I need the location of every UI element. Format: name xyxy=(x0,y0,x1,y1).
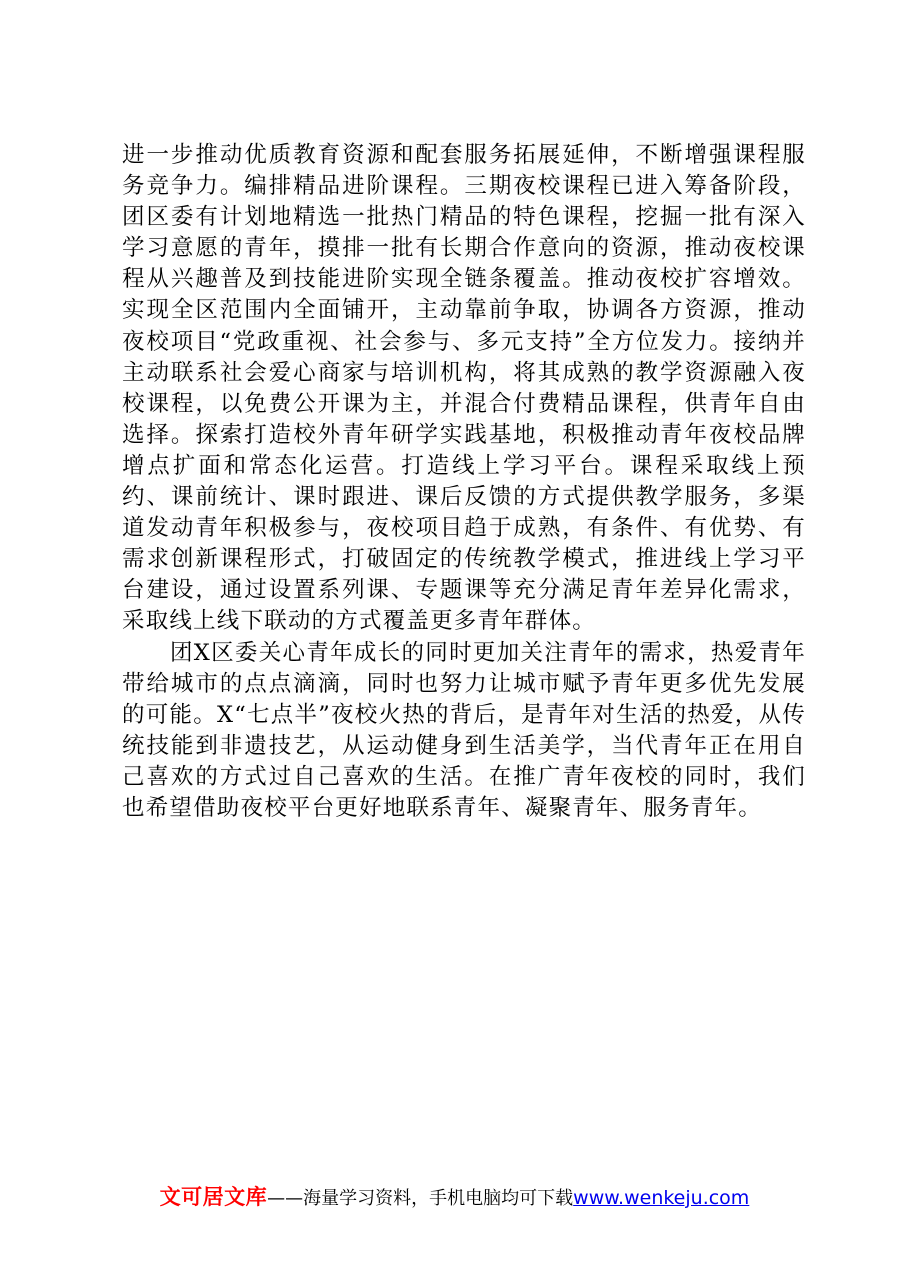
footer-site-link[interactable]: www.wenkeju.com xyxy=(573,1187,750,1209)
document-body xyxy=(122,140,806,824)
footer-brand: 文可居文库 xyxy=(159,1185,268,1209)
footer-banner xyxy=(0,1181,909,1211)
paragraph-2: 团X区委关心青年成长的同时更加关注青年的需求，热爱青年带给城市的点点滴滴，同时也努力让城市赋予青年更多优先发展的可能。X“七点半”夜校火热的背后，是青年对生活的热爱，从传统技能到非遗技艺，从运动健身到生活美学，当代青年正在用自己喜欢的方式过自己喜欢的生活。在推广青年夜校的同时，我们也希望借助夜校平台更好地联系青年、凝聚青年、服务青年。 xyxy=(122,639,806,821)
footer-tagline: ——海量学习资料，手机电脑均可下载 xyxy=(267,1188,574,1209)
paragraph-1: 进一步推动优质教育资源和配套服务拓展延伸，不断增强课程服务竞争力。编排精品进阶课程。三期夜校课程已进入筹备阶段，团区委有计划地精选一批热门精品的特色课程，挖掘一批有深入学习意愿的青年，摸排一批有长期合作意向的资源，推动夜校课程从兴趣普及到技能进阶实现全链条覆盖。推动夜校扩容增效。实现全区范围内全面铺开，主动靠前争取，协调各方资源，推动夜校项目“党政重视、社会参与、多元支持”全方位发力。接纳并主动联系社会爱心商家与培训机构，将其成熟的教学资源融入夜校课程，以免费公开课为主，并混合付费精品课程，供青年自由选择。探索打造校外青年研学实践基地，积极推动青年夜校品牌增点扩面和常态化运营。打造线上学习平台。课程采取线上预约、课前统计、课时跟进、课后反馈的方式提供教学服务，多渠道发动青年积极参与，夜校项目趋于成熟，有条件、有优势、有需求创新课程形式，打破固定的传统教学模式，推进线上学习平台建设，通过设置系列课、专题课等充分满足青年差异化需求，采取线上线下联动的方式覆盖更多青年群体。 xyxy=(122,142,806,635)
